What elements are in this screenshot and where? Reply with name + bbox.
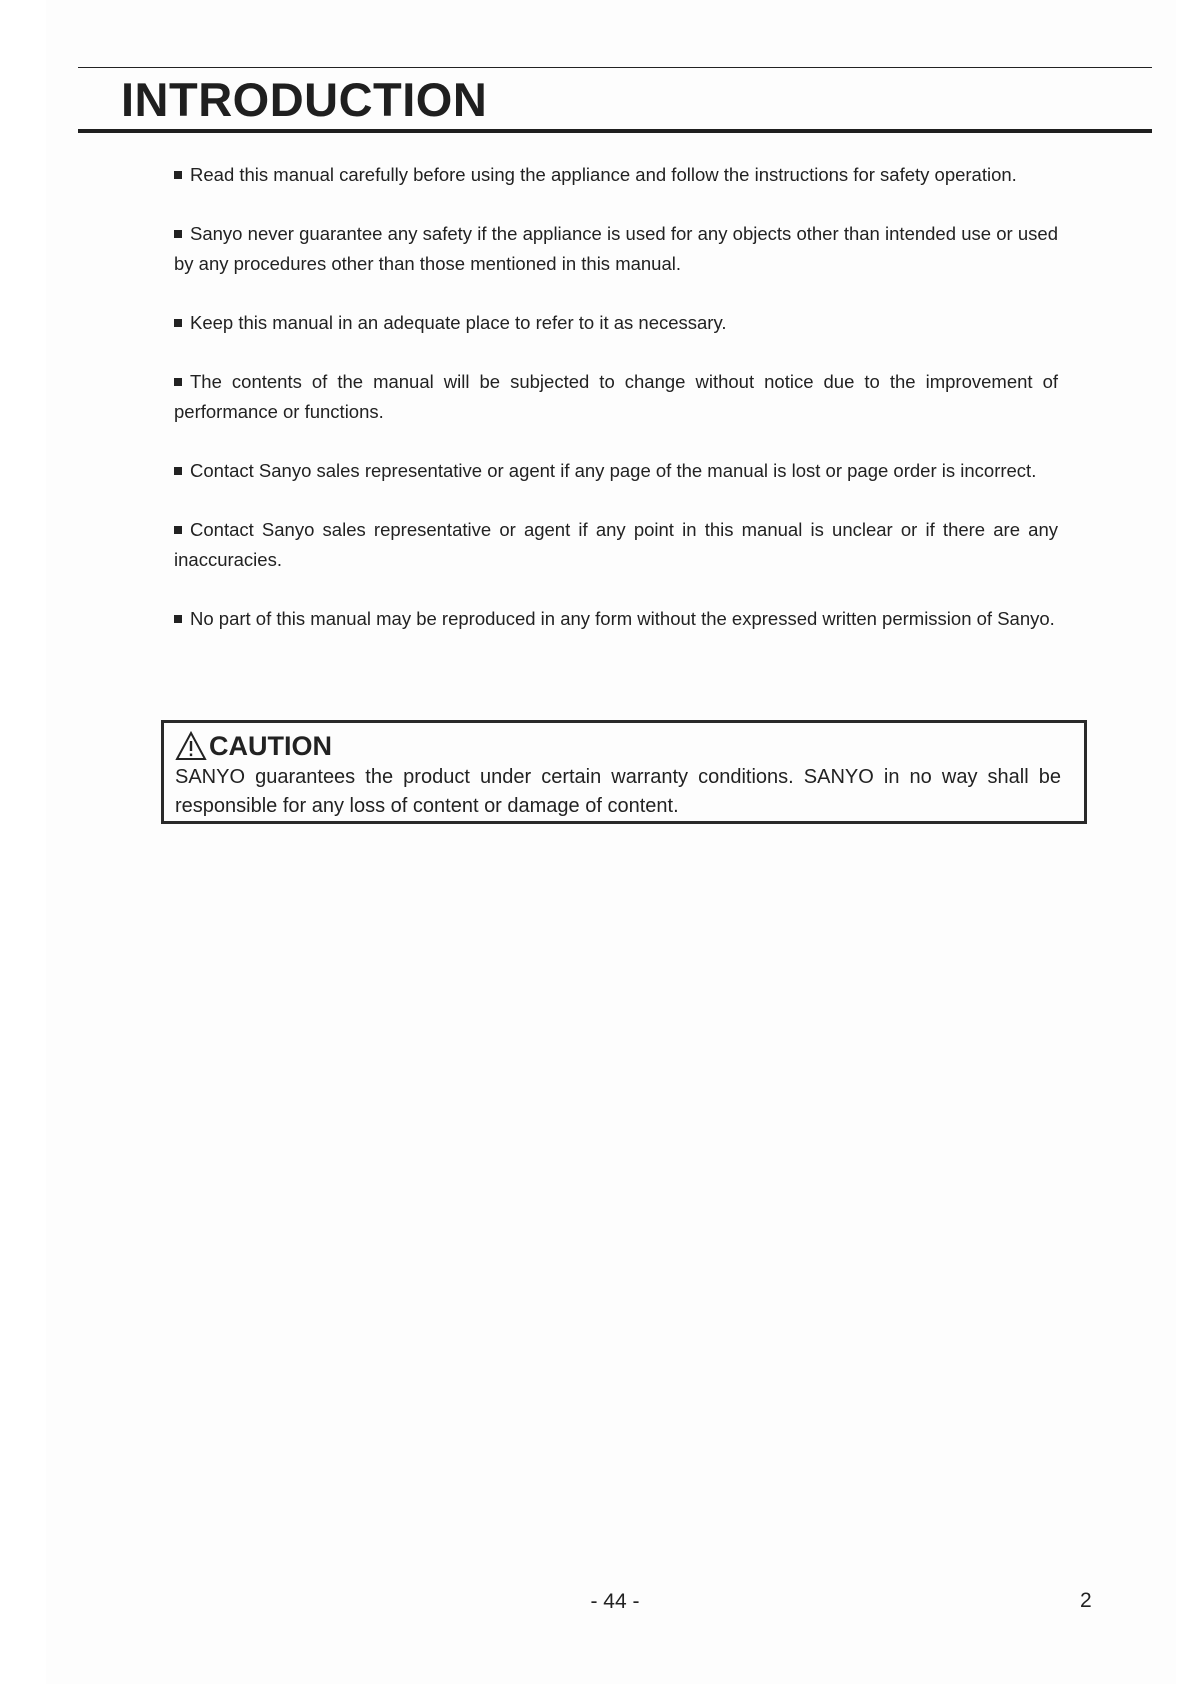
square-bullet-icon xyxy=(174,230,182,238)
list-item xyxy=(174,604,1058,634)
caution-text: SANYO guarantees the product under certain warranty conditions. SANYO in no way shall be responsible for any loss of content or damage of content. xyxy=(175,766,1061,817)
list-item xyxy=(174,456,1058,486)
square-bullet-icon xyxy=(174,526,182,534)
square-bullet-icon xyxy=(174,378,182,386)
caution-title: CAUTION xyxy=(209,731,332,761)
square-bullet-icon xyxy=(174,467,182,475)
caution-heading xyxy=(175,729,1074,763)
page-number: - 44 - xyxy=(590,1590,640,1613)
note-text: Contact Sanyo sales representative or agent if any page of the manual is lost or page order is incorrect. xyxy=(190,460,1037,481)
list-item xyxy=(174,515,1058,575)
list-item xyxy=(174,219,1058,279)
square-bullet-icon xyxy=(174,171,182,179)
note-text: The contents of the manual will be subjected to change without notice due to the improvement of performance or functions. xyxy=(174,371,1058,422)
list-item xyxy=(174,160,1058,190)
square-bullet-icon xyxy=(174,319,182,327)
list-item xyxy=(174,367,1058,427)
warning-triangle-icon xyxy=(175,731,207,761)
note-text: Keep this manual in an adequate place to refer to it as necessary. xyxy=(190,312,727,333)
note-text: Contact Sanyo sales representative or agent if any point in this manual is unclear or if there are any inaccuracies. xyxy=(174,519,1058,570)
page-title: INTRODUCTION xyxy=(121,73,488,126)
square-bullet-icon xyxy=(174,615,182,623)
note-text: No part of this manual may be reproduced in any form without the expressed written permission of Sanyo. xyxy=(190,608,1055,629)
header-top-rule xyxy=(78,67,1152,68)
note-text: Read this manual carefully before using the appliance and follow the instructions for safety operation. xyxy=(190,164,1017,185)
note-text: Sanyo never guarantee any safety if the appliance is used for any objects other than intended use or used by any procedures other than those mentioned in this manual. xyxy=(174,223,1058,274)
header-bottom-rule xyxy=(78,129,1152,133)
section-number: 2 xyxy=(1080,1589,1092,1612)
caution-box xyxy=(161,720,1087,824)
introduction-notes xyxy=(174,160,1058,663)
list-item xyxy=(174,308,1058,338)
